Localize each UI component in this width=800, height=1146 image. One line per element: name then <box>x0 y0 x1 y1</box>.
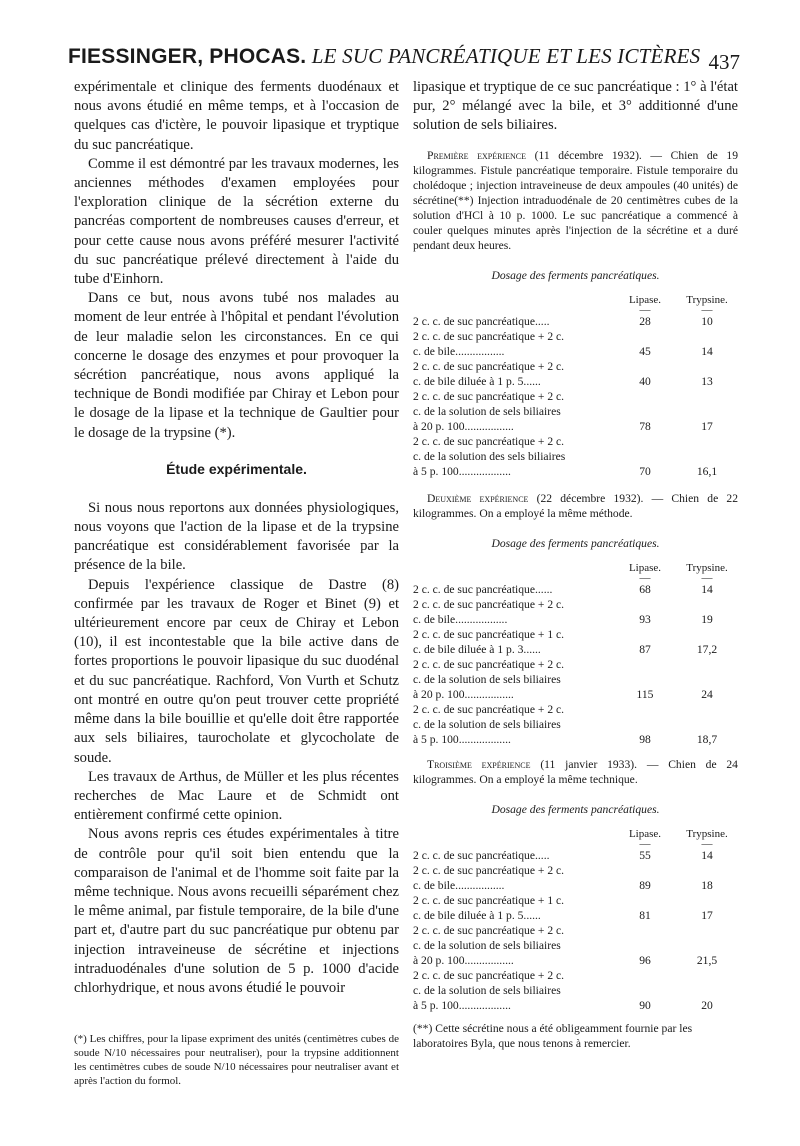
row-label <box>413 702 614 747</box>
lipase-value: 96 <box>639 953 651 967</box>
trypsine-value: 21,5 <box>696 953 718 967</box>
col-lipase: Lipase. — <box>628 561 662 584</box>
row-label-line: 2 c. c. de suc pancréatique + 1 c. <box>413 893 565 907</box>
table-row <box>413 893 738 923</box>
table-row <box>413 863 738 893</box>
lipase-value: 78 <box>639 419 651 433</box>
table-row <box>413 923 738 968</box>
row-label <box>413 389 614 434</box>
row-label <box>413 863 614 893</box>
lipase-value: 45 <box>639 344 651 358</box>
experiment-3 <box>413 757 738 787</box>
running-header <box>68 40 740 80</box>
experiment-text: (22 décembre 1932). — Chien de 22 kilogrammes. On a employé la même méthode. <box>413 491 738 520</box>
paragraph: Nous avons repris ces études expérimentales à titre de contrôle pour qu'il soit bien entendu que la comparaison de l'animal et de l'homme soit faite par la même technique. Nous avons recueilli séparément chez le même animal, par fistule temporaire, de la bile d'une part et, d'autre part du suc pancréatique pur obtenu par injection intraveineuse de sécrétine et injections intraduodénales d'une solution de 5 p. 1000 d'acide chlorhydrique, et nous avons étudié le pouvoir <box>74 826 399 996</box>
row-label-line: 2 c. c. de suc pancréatique + 2 c. <box>413 597 565 611</box>
lipase-value: 90 <box>639 998 651 1012</box>
row-label-line: 2 c. c. de suc pancréatique + 2 c. <box>413 968 565 982</box>
table-body <box>413 582 738 747</box>
table-title: Dosage des ferments pancréatiques. <box>491 802 660 816</box>
running-title <box>68 44 700 69</box>
experiment-text: (11 janvier 1933). — Chien de 24 kilogrammes. On a employé la même technique. <box>413 757 738 786</box>
experiment-text: (11 décembre 1932). — Chien de 19 kilogrammes. Fistule pancréatique temporaire. Fistule temporaire du cholédoque ; injection intraveineuse de deux ampoules (40 unités) de sécrétine(**) Injection intraduodénale de 20 centimètres cubes de la solution d'HCl à 10 p. 1000. Le suc pancréatique a commencé à couler quelques minutes après l'injection de la sécrétine et a duré pendant deux heures. <box>413 148 738 252</box>
row-label <box>413 627 614 657</box>
row-label <box>413 848 614 863</box>
row-label <box>413 329 614 359</box>
paragraph: lipasique et tryptique de ce suc pancréatique : 1° à l'état pur, 2° mélangé avec la bile, et 3° additionné d'une solution de sels biliaires. <box>413 79 738 134</box>
row-label <box>413 582 614 597</box>
left-column <box>74 78 399 1099</box>
table-row <box>413 359 738 389</box>
trypsine-value: 14 <box>701 582 713 596</box>
trypsine-value: 17 <box>701 419 713 433</box>
table-body <box>413 314 738 479</box>
row-label-line: 2 c. c. de suc pancréatique + 2 c. <box>413 657 565 671</box>
row-label-line: 2 c. c. de suc pancréatique + 2 c. <box>413 389 565 403</box>
paragraph: Depuis l'expérience classique de Dastre (8) confirmée par les travaux de Roger et Binet (9) et ultérieurement encore par ceux de Chiray et Lebon (10), il est incontestable que la bile active dans de fortes proportions le pouvoir lipasique du suc duodénal et du suc pancréatique. Rachford, Von Vurth et Schutz ont montré en outre qu'on peut trouver cette propriété même dans la bile bouillie et qu'elle doit être rapportée aux sels biliaires, taurocholate et glycocholate de soude. <box>74 576 399 766</box>
row-label-line: c. de la solution de sels biliaires <box>413 983 561 997</box>
row-label <box>413 359 614 389</box>
row-label-line: c. de bile.................. <box>413 612 508 626</box>
enzyme-table-1 <box>413 294 738 479</box>
table-row <box>413 627 738 657</box>
trypsine-value: 16,1 <box>696 464 718 478</box>
table-row <box>413 597 738 627</box>
trypsine-value: 17 <box>701 908 713 922</box>
row-label-line: 2 c. c. de suc pancréatique + 1 c. <box>413 627 565 641</box>
lipase-value: 81 <box>639 908 651 922</box>
table-header-spacer <box>413 562 614 582</box>
table-row <box>413 702 738 747</box>
row-label-line: 2 c. c. de suc pancréatique + 2 c. <box>413 702 565 716</box>
col-lipase: Lipase. — <box>628 293 662 316</box>
row-label <box>413 314 614 329</box>
lipase-value: 87 <box>639 642 651 656</box>
col-lipase: Lipase. — <box>628 827 662 850</box>
experiment-label: Troisième expérience <box>427 757 531 771</box>
footnote: (**) Cette sécrétine nous a été obligeamment fournie par les laboratoires Byla, que nous tenons à remercier. <box>413 1021 693 1050</box>
trypsine-value: 20 <box>701 998 713 1012</box>
trypsine-value: 19 <box>701 612 713 626</box>
table-title: Dosage des ferments pancréatiques. <box>491 268 660 282</box>
paragraph: Les travaux de Arthus, de Müller et les plus récentes recherches de Mac Laure et de Schmidt ont entièrement confirmé cette opinion. <box>74 768 399 824</box>
header-authors: FIESSINGER, PHOCAS. <box>68 45 307 68</box>
row-label <box>413 434 614 479</box>
row-label-line: 2 c. c. de suc pancréatique + 2 c. <box>413 863 565 877</box>
lipase-value: 70 <box>639 464 651 478</box>
footnote: (*) Les chiffres, pour la lipase expriment des unités (centimètres cubes de soude N/10 nécessaires pour neutraliser), pour la trypsine additionnent les centimètres cubes de soude N/10 nécessaires pour neutraliser avant et après l'action du formol. <box>74 1033 399 1088</box>
lipase-value: 68 <box>639 582 651 596</box>
row-label-line: c. de bile................. <box>413 344 505 358</box>
table-row <box>413 389 738 434</box>
trypsine-value: 24 <box>701 687 713 701</box>
row-label-line: à 20 p. 100................. <box>413 953 514 967</box>
trypsine-value: 18,7 <box>696 732 718 746</box>
row-label-line: c. de la solution de sels biliaires <box>413 672 561 686</box>
table-row <box>413 434 738 479</box>
row-label-line: c. de bile................. <box>413 878 505 892</box>
lipase-value: 28 <box>639 314 651 328</box>
trypsine-value: 14 <box>701 344 713 358</box>
table-body <box>413 848 738 1013</box>
right-column <box>413 78 738 1062</box>
row-label-line: à 5 p. 100.................. <box>413 998 511 1012</box>
row-label-line: à 20 p. 100................. <box>413 419 514 433</box>
trypsine-value: 13 <box>701 374 713 388</box>
row-label-line: à 5 p. 100.................. <box>413 464 511 478</box>
paragraph: Dans ce but, nous avons tubé nos malades au moment de leur entrée à l'hôpital et pendant l'évolution de leur maladie selon les circonstances. En ce qui concerne le dosage des enzymes et pour provoquer la sécrétion pancréatique, nous avons appliqué la technique de Bondi modifiée par Chiray et Lebon pour le dosage de la lipase et la technique de Gaultier pour le dosage de la trypsine (*). <box>74 290 399 441</box>
experiment-1 <box>413 148 738 253</box>
row-label-line: c. de la solution de sels biliaires <box>413 938 561 952</box>
paragraph: Comme il est démontré par les travaux modernes, les anciennes méthodes d'examen employées pour l'exploration clinique de la sécrétion externe du pancréas comportent de nombreuses causes d'erreur, et pour cette cause nous avons préféré mesurer l'activité du suc pancréatique prélevé directement à l'aide du tube d'Einhorn. <box>74 155 399 288</box>
section-heading: Étude expérimentale. <box>166 460 307 477</box>
paragraph: Si nous nous reportons aux données physiologiques, nous voyons que l'action de la lipase et de la trypsine pancréatique est considérablement favorisée par la présence de la bile. <box>74 499 399 574</box>
table-row <box>413 314 738 329</box>
row-label-line: c. de bile diluée à 1 p. 5...... <box>413 908 541 922</box>
paragraph: expérimentale et clinique des ferments duodénaux et nous avons étudié en même temps, et à l'occasion de quelques cas d'ictère, le pouvoir lipasique et tryptique du suc pancréatique. <box>74 79 399 153</box>
experiment-label: Première expérience <box>427 148 527 162</box>
row-label-line: c. de la solution des sels biliaires <box>413 449 566 463</box>
lipase-value: 93 <box>639 612 651 626</box>
col-trypsine: Trypsine. — <box>686 561 728 584</box>
row-label <box>413 893 614 923</box>
row-label-line: 2 c. c. de suc pancréatique + 2 c. <box>413 359 565 373</box>
header-title: LE SUC PANCRÉATIQUE ET LES ICTÈRES <box>311 44 701 68</box>
row-label <box>413 968 614 1013</box>
enzyme-table-3 <box>413 828 738 1013</box>
trypsine-value: 14 <box>701 848 713 862</box>
row-label-line: c. de bile diluée à 1 p. 3...... <box>413 642 541 656</box>
col-trypsine: Trypsine. — <box>686 827 728 850</box>
table-header-spacer <box>413 294 614 314</box>
lipase-value: 40 <box>639 374 651 388</box>
row-label <box>413 657 614 702</box>
lipase-value: 115 <box>636 687 654 701</box>
row-label-line: c. de la solution de sels biliaires <box>413 404 561 418</box>
page-number: 437 <box>708 50 740 74</box>
row-label-line: à 5 p. 100.................. <box>413 732 511 746</box>
row-label-line: 2 c. c. de suc pancréatique..... <box>413 314 550 328</box>
trypsine-value: 18 <box>701 878 713 892</box>
row-label-line: à 20 p. 100................. <box>413 687 514 701</box>
table-row <box>413 329 738 359</box>
row-label-line: 2 c. c. de suc pancréatique + 2 c. <box>413 923 565 937</box>
lipase-value: 98 <box>639 732 651 746</box>
row-label-line: c. de bile diluée à 1 p. 5...... <box>413 374 541 388</box>
trypsine-value: 10 <box>701 314 713 328</box>
table-row <box>413 848 738 863</box>
row-label-line: 2 c. c. de suc pancréatique..... <box>413 848 550 862</box>
row-label <box>413 923 614 968</box>
table-header-spacer <box>413 828 614 848</box>
col-trypsine: Trypsine. — <box>686 293 728 316</box>
experiment-2 <box>413 491 738 521</box>
enzyme-table-2 <box>413 562 738 747</box>
table-row <box>413 582 738 597</box>
lipase-value: 55 <box>639 848 651 862</box>
row-label <box>413 597 614 627</box>
row-label-line: c. de la solution de sels biliaires <box>413 717 561 731</box>
table-row <box>413 657 738 702</box>
experiment-label: Deuxième expérience <box>427 491 529 505</box>
row-label-line: 2 c. c. de suc pancréatique + 2 c. <box>413 434 565 448</box>
table-row <box>413 968 738 1013</box>
row-label-line: 2 c. c. de suc pancréatique...... <box>413 582 553 596</box>
trypsine-value: 17,2 <box>696 642 718 656</box>
table-title: Dosage des ferments pancréatiques. <box>491 536 660 550</box>
row-label-line: 2 c. c. de suc pancréatique + 2 c. <box>413 329 565 343</box>
lipase-value: 89 <box>639 878 651 892</box>
